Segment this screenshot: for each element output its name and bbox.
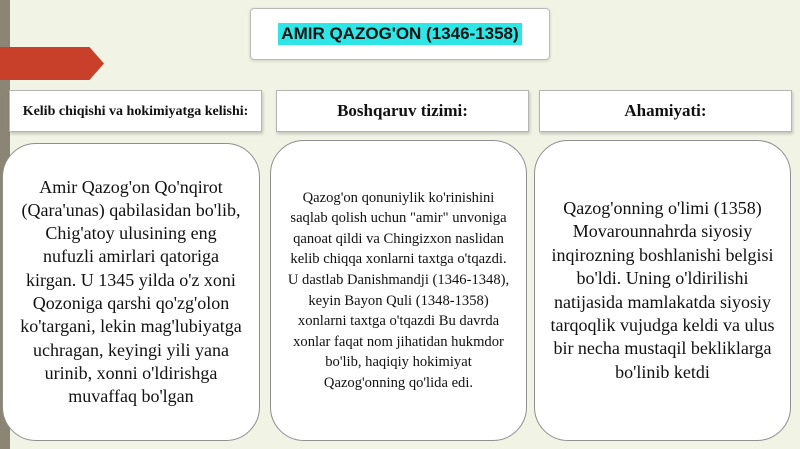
header-significance-label: Ahamiyati: (624, 101, 707, 120)
header-origin-label: Kelib chiqishi va hokimiyatga kelishi: (22, 103, 249, 119)
card-significance (534, 140, 791, 441)
card-significance-text: Qazog'onning o'limi (1358) Movarounnahrda siyosiy inqirozning boshlanishi belgisi bo'ldi. Uning o'ldirilishi natijasida mamlakatda siyosiy tarqoqlik vujudga keldi va ulus bir necha mustaqil bekliklarga bo'linib ketdi (550, 197, 775, 382)
card-governance (270, 140, 527, 441)
header-governance-label: Boshqaruv tizimi: (337, 101, 468, 120)
card-governance-text: Qazog'on qonuniylik ko'rinishini saqlab qolish uchun "amir" unvoniga qanoat qildi va Chingizxon naslidan kelib chiqqa xonlarni taxtga o'tqazdi. U dastlab Danishmandji (1346-1348), keyin Bayon Quli (1348-1358) xonlarni taxtga o'tqazdi Bu davrda xonlar faqat nom jihatidan hukmdor bo'lib, haqiqiy hokimiyat Qazog'onning qo'lida edi. (287, 189, 510, 391)
card-origin-text: Amir Qazog'on Qo'nqirot (Qara'unas) qabilasidan bo'lib, Chig'atoy ulusining eng nufuzli amirlari qatoriga kirgan. U 1345 yilda o'z xoni Qozoniga qarshi qo'zg'olon ko'targani, lekin mag'lubiyatga uchragan, keyingi yili yana urinib, xonni o'ldirishga muvaffaq bo'lgan (20, 176, 242, 407)
card-origin (2, 143, 260, 441)
title-box (250, 8, 550, 60)
page-title: AMIR QAZOG'ON (1346-1358) (278, 23, 521, 45)
header-significance (539, 90, 792, 132)
header-origin (9, 90, 262, 132)
decorative-red-arrow (0, 47, 104, 80)
header-governance (276, 90, 529, 132)
